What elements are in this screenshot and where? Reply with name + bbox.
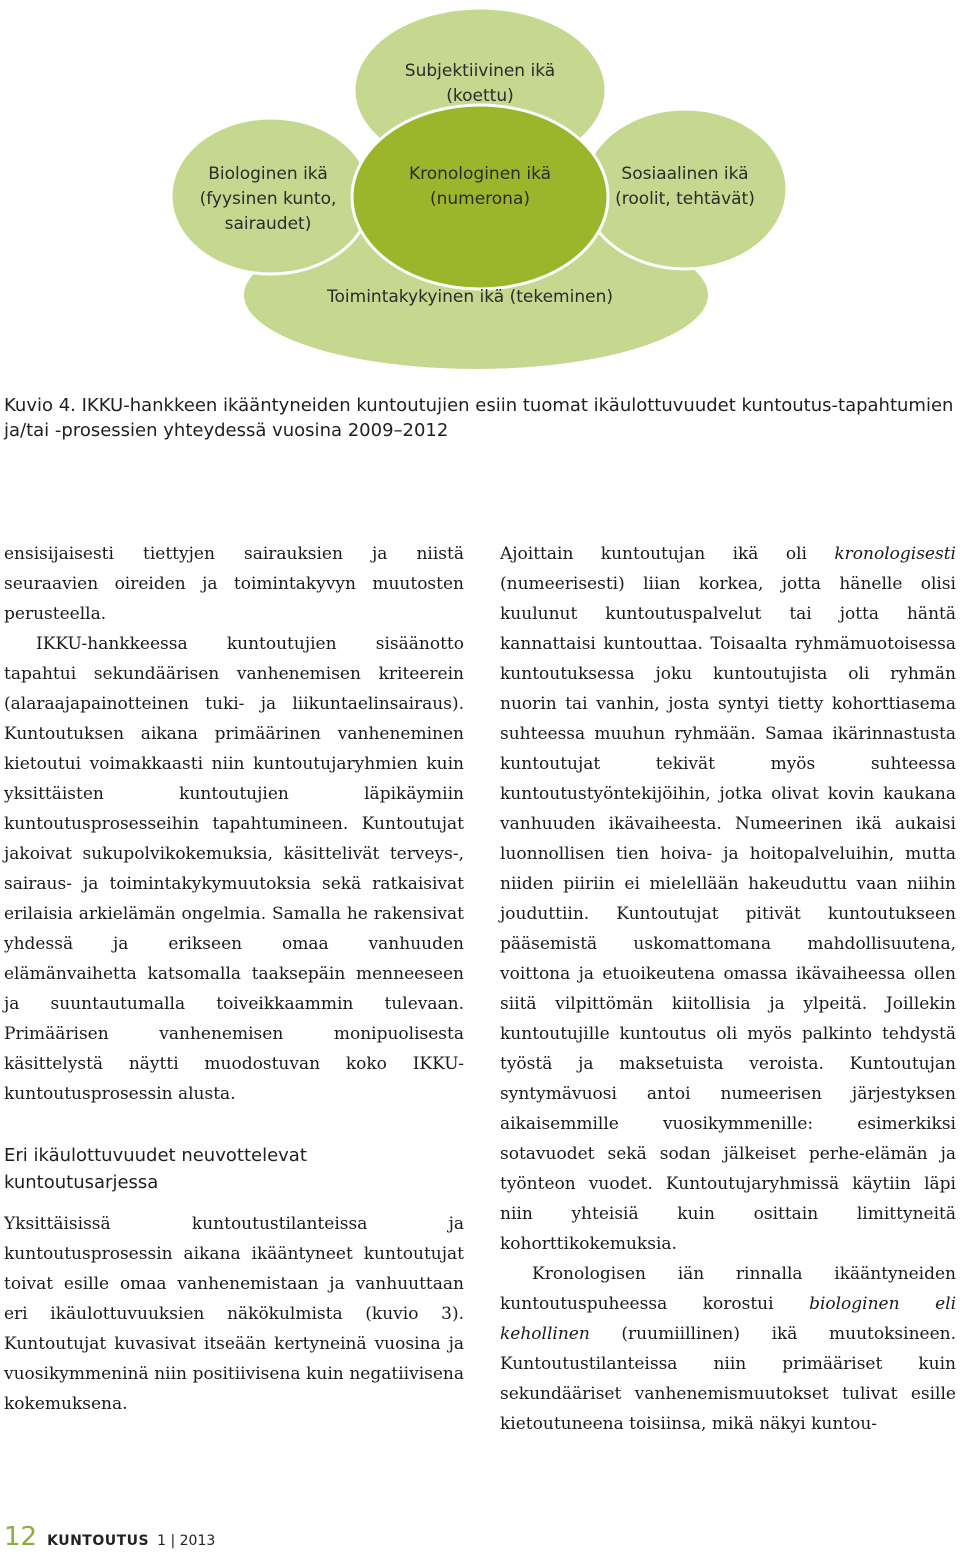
emphasis: kronologisesti [834,544,956,564]
text-run: Kronologisen iän rinnalla ikääntyneiden kuntoutuspuheessa korostui [500,1264,956,1314]
paragraph [500,539,956,1259]
functional-age-label: Toimintakykyinen ikä (tekeminen) [327,287,613,307]
section-heading: Eri ikäulottuvuudet neuvottelevat kuntoutusarjessa [4,1145,307,1193]
paragraph: Yksittäisissä kuntoutustilanteissa ja kuntoutusprosessin aikana ikääntyneet kuntoutujat toivat esille omaa vanhenemistaan ja vanhuuttaan eri ikäulottuvuuksien näkökulmista (kuvio 3). Kuntoutujat kuvasivat itseään kertyneinä vuosina ja vuosikymmeninä niin positiivisena kuin negatiivisena kokemuksena. [4,1214,464,1414]
biological-age-label: Biologinen ikä (fyysinen kunto, sairaudet) [199,164,337,234]
age-dimensions-diagram [0,0,960,380]
left-column [4,539,464,1419]
subjective-age-label: Subjektiivinen ikä (koettu) [404,61,556,106]
social-age-label: Sosiaalinen ikä (roolit, tehtävät) [615,164,755,209]
issue-number: 1 | 2013 [157,1533,216,1549]
chronological-age-label: Kronologinen ikä (numerona) [408,164,552,209]
figure-caption: Kuvio 4. IKKU-hankkeen ikääntyneiden kuntoutujien esiin tuomat ikäulottuvuudet kuntoutus-tapahtumien ja/tai -prosessien yhteydessä vuosina 2009–2012 [4,395,954,441]
emphasis: biologinen eli kehollinen [500,1294,957,1344]
paragraph [500,1259,956,1439]
paragraph: ensisijaisesti tiettyjen sairauksien ja niistä seuraavien oireiden ja toimintakyvyn muutosten perusteella. [4,544,464,624]
text-run: Ajoittain kuntoutujan ikä oli [500,544,835,564]
text-run: (ruumiillinen) ikä muutoksineen. Kuntoutustilanteissa niin primääriset kuin sekundääriset vanhenemismuutokset tulivat esille kietoutuneena toisiinsa, mikä näkyi kuntou- [500,1324,956,1434]
right-column [500,539,956,1439]
paragraph: IKKU-hankkeessa kuntoutujien sisäänotto tapahtui sekundäärisen vanhenemisen kriteerein (alaraajapainotteinen tuki- ja liikuntaelinsairaus). Kuntoutuksen aikana primäärinen vanheneminen kietoutui voimakkaasti niin kuntoutujaryhmien kuin yksittäisten kuntoutujien läpikäymiin kuntoutusprosesseihin tapahtumineen. Kuntoutujat jakoivat sukupolvikokemuksia, käsittelivät terveys-, sairaus- ja toimintakykymuutoksia sekä ratkaisivat erilaisia arkielämän ongelmia. Samalla he rakensivat yhdessä ja erikseen omaa vanhuuden elämänvaihetta katsomalla taaksepäin menneeseen ja suuntautumalla toiveikkaammin tulevaan. Primäärisen vanhenemisen monipuolisesta käsittelystä näytti muodostuvan koko IKKU-kuntoutusprosessin alusta. [4,634,464,1104]
magazine-name: KUNTOUTUS [47,1533,150,1549]
text-run: (numeerisesti) liian korkea, jotta hänelle olisi kuulunut kuntoutuspalvelut tai jotta häntä kannattaisi kuntouttaa. Toisaalta ryhmämuotoisessa kuntoutuksessa joku kuntoutujista oli ryhmän nuorin tai vanhin, josta syntyi tietty kohorttiasema suhteessa muuhun ryhmään. Samaa ikärinnastusta kuntoutujat tekivät myös suhteessa kuntoutustyöntekijöihin, jotka olivat kovin kaukana vanhuuden ikävaiheesta. Numeerinen ikä aukaisi luonnollisen tien hoiva- ja hoitopalveluihin, mutta niiden piiriin ei mielellään hakeuduttu vaan niihin jouduttiin. Kuntoutujat pitivät kuntoutukseen pääsemistä uskomattomana mahdollisuutena, voittona ja etuoikeutena omassa ikävaiheessa ollen siitä vilpittömän kiitollisia ja ylpeitä. Joillekin kuntoutujille kuntoutus oli myös palkinto tehdystä työstä ja maksetuista veroista. Kuntoutujan syntymävuosi antoi numeerisen järjestyksen aikaisemmille vuosikymmenille: esimerkiksi sotavuodet sekä sodan jälkeiset perhe-elämän ja työnteon vuodet. Kuntoutujaryhmissä käytiin läpi niin yhteisiä kuin osittain limittyneitä kohorttikokemuksia. [500,574,956,1254]
page-footer [4,1522,215,1552]
page-number: 12 [4,1522,38,1552]
